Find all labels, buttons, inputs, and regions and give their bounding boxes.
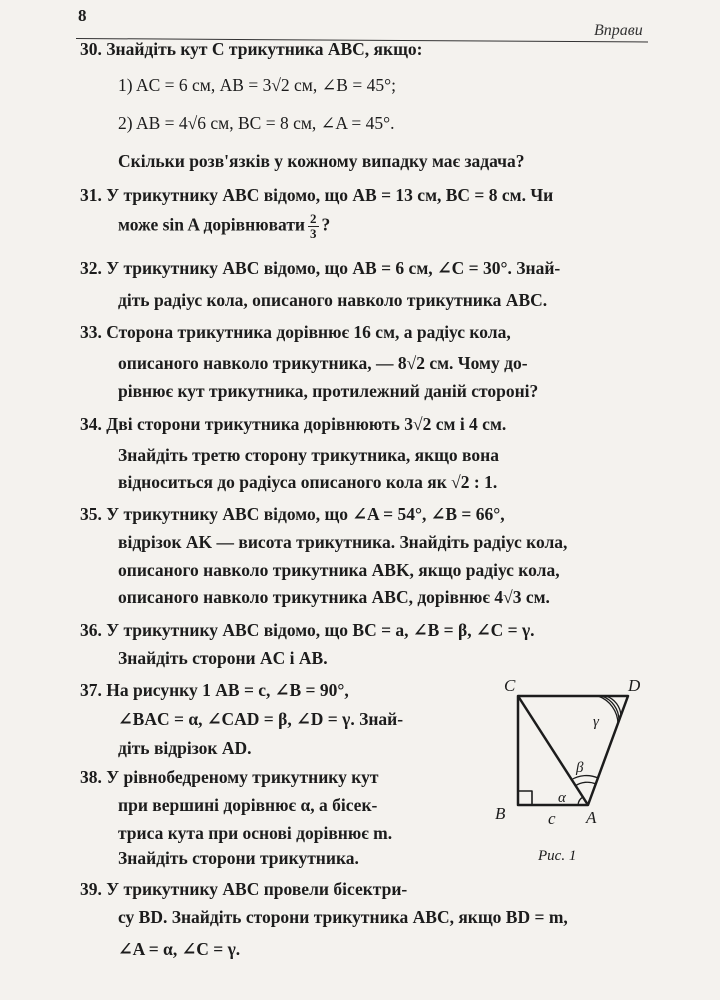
problem-36-line-1	[80, 619, 535, 641]
problem-33-line-2: описаного навколо трикутника, — 8√2 см. Чому до-	[118, 353, 528, 373]
label-beta: β	[576, 760, 584, 776]
problem-31-line-1	[80, 184, 553, 206]
figure-caption: Рис. 1	[538, 848, 577, 864]
angle-beta-arc-2	[571, 776, 598, 780]
figure-quadrilateral	[518, 696, 628, 805]
section-title: Вправи	[594, 22, 643, 39]
fraction-denominator: 3	[310, 226, 317, 241]
right-angle-marker	[518, 791, 532, 805]
problem-39-line-3: ∠A = α, ∠C = γ.	[118, 939, 241, 959]
problem-text: Знайдіть кут C трикутника ABC, якщо:	[106, 39, 423, 59]
problem-30-case-2: 2) AB = 4√6 см, BC = 8 см, ∠A = 45°.	[118, 113, 395, 133]
problem-text: Сторона трикутника дорівнює 16 см, а радіус кола,	[106, 322, 511, 342]
problem-38-line-3: триса кута при основі дорівнює m.	[118, 823, 393, 843]
problem-36-line-2: Знайдіть сторони AC і AB.	[118, 648, 328, 668]
problem-35-line-2: відрізок AK — висота трикутника. Знайдіть радіус кола,	[118, 532, 568, 552]
problem-31-line-2	[118, 212, 330, 241]
problem-text: може sin A дорівнювати	[118, 214, 305, 235]
problem-number: 38.	[80, 767, 102, 787]
problem-number: 34.	[80, 414, 102, 434]
problem-text-end: ?	[321, 214, 331, 235]
fraction	[308, 212, 319, 241]
problem-30-case-1: 1) AC = 6 см, AB = 3√2 см, ∠B = 45°;	[118, 75, 396, 95]
problem-34-line-3: відноситься до радіуса описаного кола як √2 : 1.	[118, 472, 498, 492]
problem-number: 31.	[80, 185, 102, 205]
problem-text: У трикутнику ABC відомо, що BC = a, ∠B = β, ∠C = γ.	[106, 620, 535, 640]
problem-35-line-3: описаного навколо трикутника ABK, якщо радіус кола,	[118, 560, 560, 580]
problem-37-line-2: ∠BAC = α, ∠CAD = β, ∠D = γ. Знай-	[118, 709, 404, 729]
figure-1	[490, 672, 650, 872]
problem-text: У трикутнику ABC відомо, що AB = 13 см, BC = 8 см. Чи	[106, 185, 554, 205]
problem-39-line-2: су BD. Знайдіть сторони трикутника ABC, якщо BD = m,	[118, 907, 568, 927]
problem-30-line-1	[80, 38, 422, 60]
label-gamma: γ	[593, 714, 599, 730]
problem-35-line-4: описаного навколо трикутника ABC, дорівнює 4√3 см.	[118, 587, 550, 607]
problem-number: 39.	[80, 879, 102, 899]
label-side-c: c	[548, 809, 556, 828]
label-b-vertex: B	[495, 804, 506, 823]
page-number: 8	[78, 6, 87, 25]
problem-34-line-1	[80, 413, 506, 435]
figure-diagonal-ca	[518, 696, 588, 805]
problem-number: 37.	[80, 680, 102, 700]
problem-number: 35.	[80, 504, 102, 524]
problem-33-line-1	[80, 321, 511, 343]
problem-number: 30.	[80, 39, 102, 59]
problem-text: Дві сторони трикутника дорівнюють 3√2 см і 4 см.	[106, 414, 507, 434]
problem-text: На рисунку 1 AB = c, ∠B = 90°,	[106, 680, 349, 700]
label-d-vertex: D	[628, 676, 641, 695]
problem-number: 36.	[80, 620, 102, 640]
label-a-vertex: A	[586, 808, 597, 827]
problem-text: У рівнобедреному трикутнику кут	[106, 767, 379, 787]
problem-37-line-3: діть відрізок AD.	[118, 738, 252, 758]
problem-34-line-2: Знайдіть третю сторону трикутника, якщо вона	[118, 445, 499, 465]
problem-33-line-3: рівнює кут трикутника, протилежний даній стороні?	[118, 381, 539, 401]
label-alpha: α	[558, 790, 566, 806]
problem-number: 32.	[80, 258, 102, 278]
problem-38-line-2: при вершині дорівнює α, а бісек-	[118, 795, 378, 815]
problem-38-line-4: Знайдіть сторони трикутника.	[118, 848, 359, 868]
problem-39-line-1	[80, 878, 407, 900]
problem-37-line-1	[80, 679, 349, 701]
problem-text: У трикутнику ABC відомо, що AB = 6 см, ∠C = 30°. Знай-	[106, 258, 561, 278]
fraction-numerator: 2	[310, 211, 317, 226]
angle-beta-arc-1	[575, 782, 596, 786]
problem-32-line-2: діть радіус кола, описаного навколо трикутника ABC.	[118, 290, 548, 310]
problem-38-line-1	[80, 766, 378, 788]
problem-30-question: Скільки розв'язків у кожному випадку має задача?	[118, 151, 525, 171]
problem-32-line-1	[80, 257, 560, 279]
problem-35-line-1	[80, 503, 505, 525]
problem-text: У трикутнику ABC відомо, що ∠A = 54°, ∠B = 66°,	[106, 504, 505, 524]
label-c-vertex: C	[504, 676, 516, 695]
problem-text: У трикутнику ABC провели бісектри-	[106, 879, 408, 899]
problem-number: 33.	[80, 322, 102, 342]
angle-d-arc-3	[598, 696, 618, 724]
